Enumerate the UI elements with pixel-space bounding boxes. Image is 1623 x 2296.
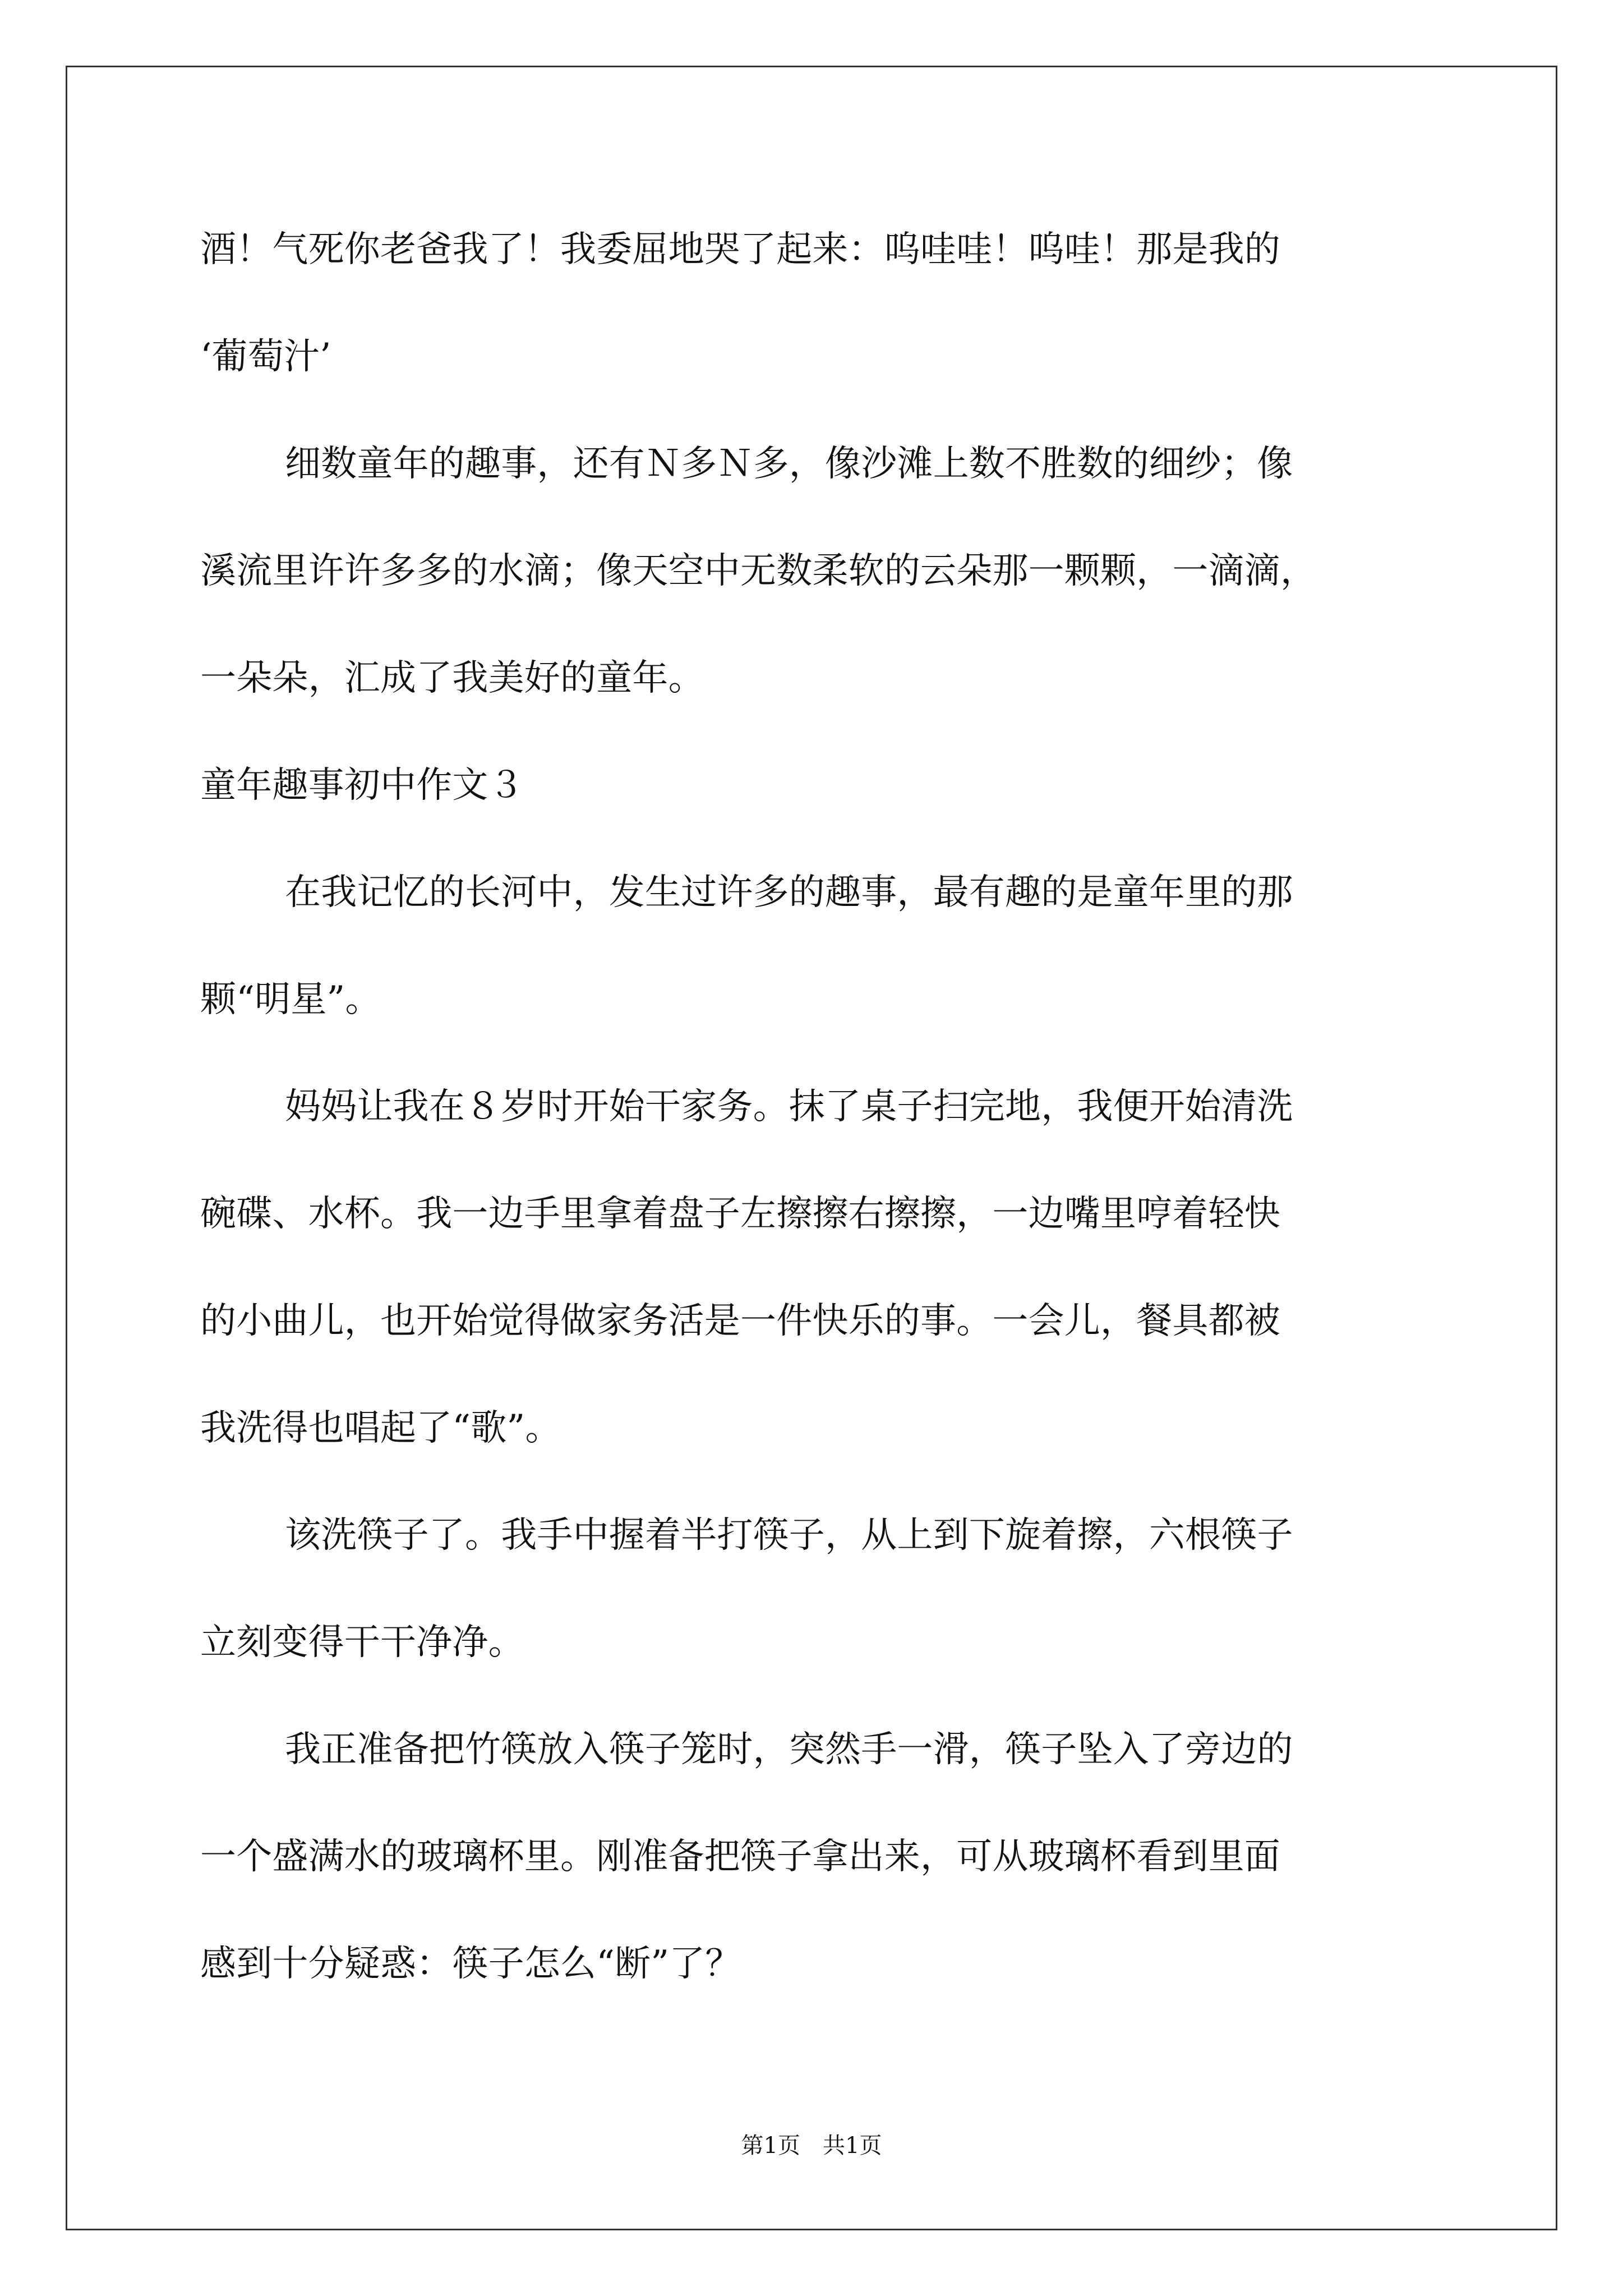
page-footer: 第1页 共1页 [741,2133,882,2159]
text-line: 细数童年的趣事，还有Ｎ多Ｎ多，像沙滩上数不胜数的细纱；像 [285,443,1293,485]
text-line: 一朵朵，汇成了我美好的童年。 [200,657,704,699]
text-line: 在我记忆的长河中，发生过许多的趣事，最有趣的是童年里的那 [285,872,1293,913]
text-line: 我正准备把竹筷放入筷子笼时，突然手一滑，筷子坠入了旁边的 [285,1729,1293,1770]
text-line: 立刻变得干干净净。 [200,1622,524,1663]
text-line: 的小曲儿，也开始觉得做家务活是一件快乐的事。一会儿，餐具都被 [200,1300,1280,1342]
text-line: 该洗筷子了。我手中握着半打筷子，从上到下旋着擦，六根筷子 [285,1515,1293,1556]
text-line: 颗“明星”。 [200,979,381,1020]
text-line: 妈妈让我在８岁时开始干家务。抹了桌子扫完地，我便开始清洗 [285,1086,1293,1128]
text-line: 溪流里许许多多的水滴；像天空中无数柔软的云朵那一颗颗，一滴滴， [200,550,1317,592]
page-border [66,66,1557,2230]
text-line: ‘葡萄汁’ [200,336,331,378]
section-heading: 童年趣事初中作文３ [200,765,524,806]
text-line: 感到十分疑惑：筷子怎么“断”了？ [200,1943,741,1985]
text-line: 碗碟、水杯。我一边手里拿着盘子左擦擦右擦擦，一边嘴里哼着轻快 [200,1193,1280,1235]
text-line: 一个盛满水的玻璃杯里。刚准备把筷子拿出来，可从玻璃杯看到里面 [200,1836,1280,1878]
text-line: 我洗得也唱起了“歌”。 [200,1407,561,1449]
text-line: 酒！气死你老爸我了！我委屈地哭了起来：呜哇哇！呜哇！那是我的 [200,229,1280,270]
